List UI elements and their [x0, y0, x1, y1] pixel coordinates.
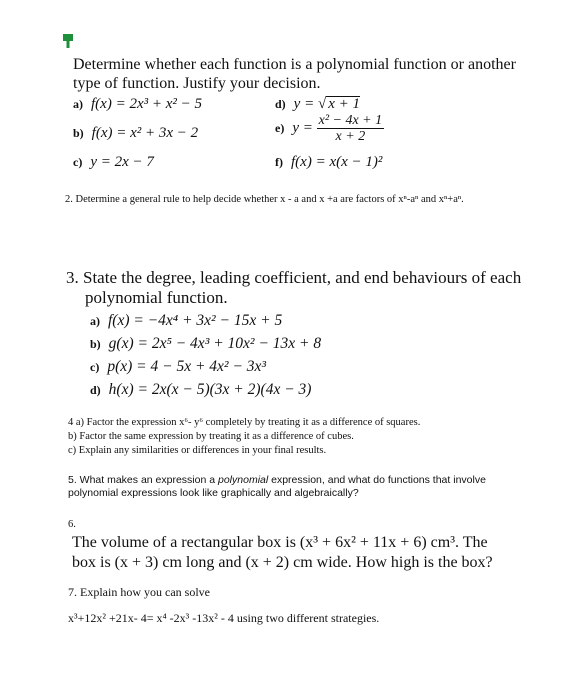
q1-b-label: b): [73, 126, 84, 140]
q1-item-a: [73, 95, 202, 113]
q5-line1-pre: 5. What makes an expression a: [68, 474, 218, 486]
q1-e-label: e): [275, 120, 285, 135]
q3-c-label: c): [90, 360, 100, 374]
q3-c-expr: p(x) = 4 − 5x + 4x² − 3x³: [107, 358, 267, 375]
q4-line1: 4 a) Factor the expression x⁶- y⁶ completely by treating it as a difference of squares.: [68, 417, 421, 428]
q1-e-numerator: x² − 4x + 1: [318, 113, 383, 128]
q1-d-radicand: x + 1: [328, 96, 360, 112]
q5-line1-post: expression, and what do functions that involve: [268, 474, 486, 486]
q4-line2: b) Factor the same expression by treating it as a difference of cubes.: [68, 431, 354, 442]
q1-item-d: [275, 95, 360, 113]
q2-text: 2. Determine a general rule to help decide whether x - a and x +a are factors of xⁿ-aⁿ and xⁿ+aⁿ.: [65, 194, 464, 205]
q3-d-expr: h(x) = 2x(x − 5)(3x + 2)(4x − 3): [108, 381, 312, 398]
q1-item-f: [275, 153, 382, 171]
q5-line2: polynomial expressions look like graphically and algebraically?: [68, 487, 359, 499]
q3-d-label: d): [90, 383, 101, 397]
pushpin-icon: [63, 34, 73, 48]
q5-line1: [68, 474, 486, 487]
q4-line3: c) Explain any similarities or differences in your final results.: [68, 445, 327, 456]
q7-line1: 7. Explain how you can solve: [68, 585, 210, 599]
q1-intro-line1: Determine whether each function is a polynomial function or another: [73, 56, 516, 73]
q1-e-fraction: [317, 113, 385, 144]
q1-e-denominator: x + 2: [335, 129, 366, 144]
q3-b-expr: g(x) = 2x⁵ − 4x³ + 10x² − 13x + 8: [108, 335, 322, 352]
q3-title-line2: polynomial function.: [85, 288, 228, 307]
q1-item-e: [275, 113, 384, 144]
q1-a-expr: f(x) = 2x³ + x² − 5: [91, 96, 202, 112]
q6-line2: box is (x + 3) cm long and (x + 2) cm wide. How high is the box?: [72, 554, 493, 571]
q3-item-b: [90, 335, 321, 353]
q3-item-d: [90, 381, 311, 399]
q3-title-line1: 3. State the degree, leading coefficient, and end behaviours of each: [66, 268, 522, 287]
q3-a-expr: f(x) = −4x⁴ + 3x² − 15x + 5: [108, 312, 283, 329]
q1-item-b: [73, 124, 198, 142]
q6-line1: The volume of a rectangular box is (x³ + 6x² + 11x + 6) cm³. The: [72, 534, 488, 551]
q5-line1-em: polynomial: [218, 474, 269, 486]
q1-b-expr: f(x) = x² + 3x − 2: [91, 125, 199, 141]
q1-f-label: f): [275, 155, 283, 169]
q1-d-label: d): [275, 97, 286, 111]
q3-a-label: a): [90, 314, 100, 328]
q1-e-pre: y =: [292, 119, 313, 136]
q3-b-label: b): [90, 337, 101, 351]
q1-item-c: [73, 153, 154, 171]
q3-item-a: [90, 312, 282, 330]
q1-d-pre: y = √: [293, 96, 327, 112]
q1-f-expr: f(x) = x(x − 1)²: [291, 154, 383, 170]
q6-number: 6.: [68, 519, 76, 530]
q1-a-label: a): [73, 97, 83, 111]
q1-c-label: c): [73, 155, 83, 169]
q7-line2: x³+12x² +21x- 4= x⁴ -2x³ -13x² - 4 using two different strategies.: [68, 611, 380, 625]
q3-item-c: [90, 358, 266, 376]
q1-intro-line2: type of function. Justify your decision.: [73, 75, 321, 92]
q1-c-expr: y = 2x − 7: [90, 154, 154, 170]
